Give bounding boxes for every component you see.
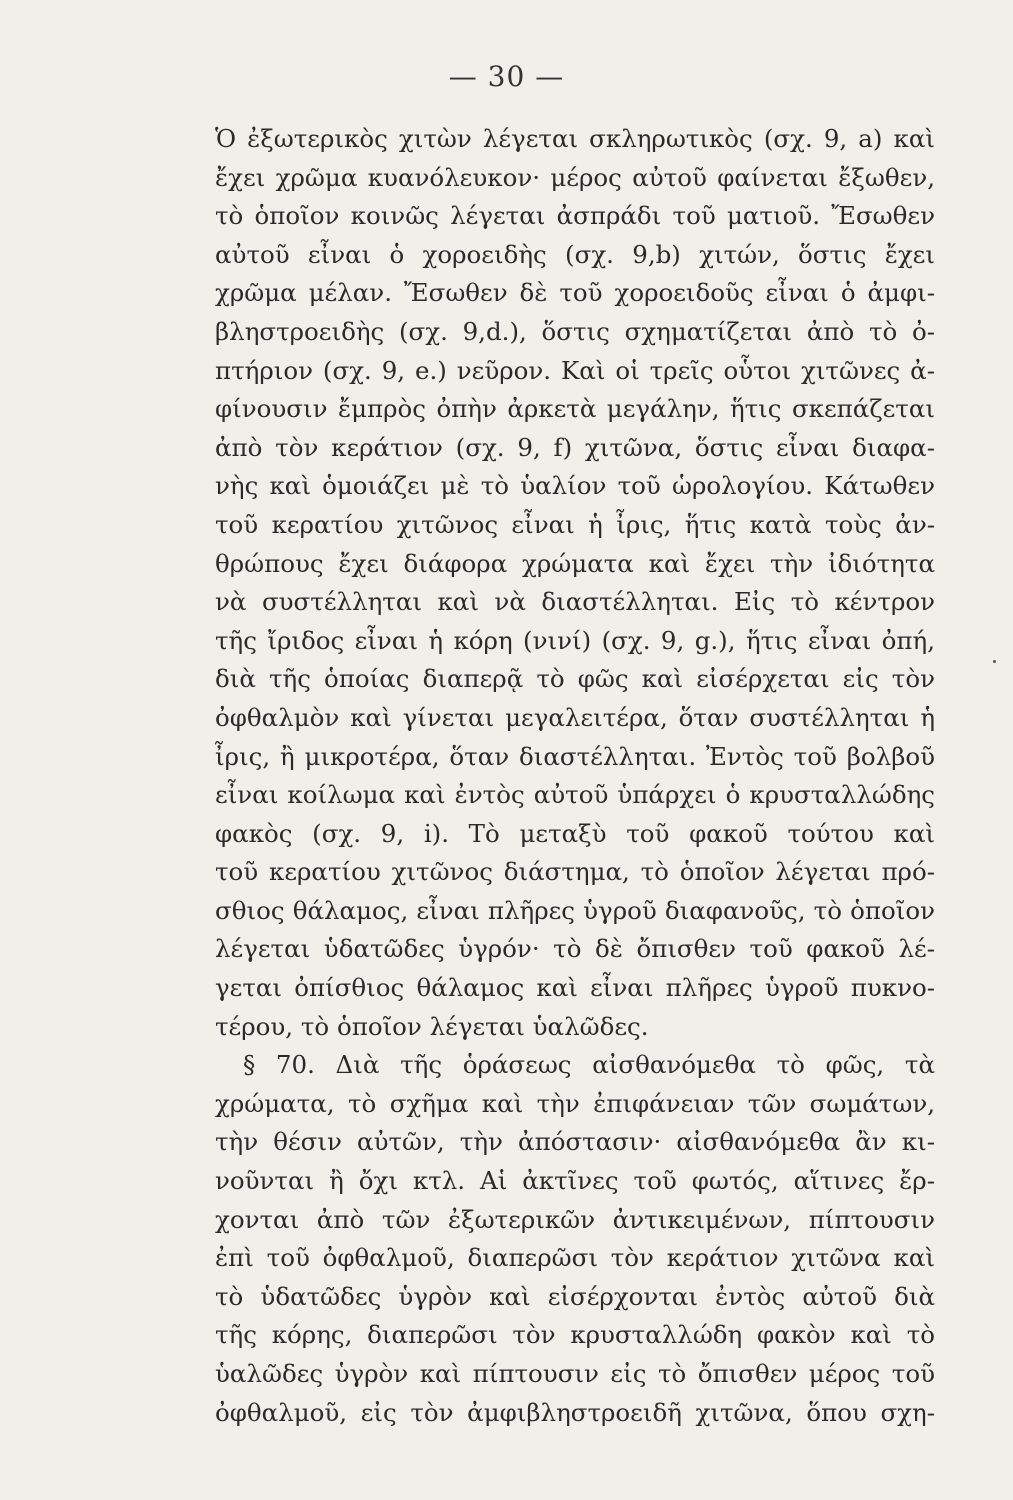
text-line: ἀπὸ τὸν κεράτιον (σχ. 9, f) χιτῶνα, ὅστις εἶναι διαφα- xyxy=(215,432,935,462)
text-line: σθιος θάλαμος, εἶναι πλῆρες ὑγροῦ διαφανοῦς, τὸ ὁποῖον xyxy=(215,895,935,925)
text-line: νοῦνται ἢ ὄχι κτλ. Αἱ ἀκτῖνες τοῦ φωτός, αἵτινες ἔρ- xyxy=(215,1166,935,1196)
body-text xyxy=(215,120,935,1432)
text-line: διὰ τῆς ὁποίας διαπερᾷ τὸ φῶς καὶ εἰσέρχεται εἰς τὸν xyxy=(215,664,935,694)
text-line: βληστροειδὴς (σχ. 9,d.), ὅστις σχηματίζεται ἀπὸ τὸ ὀ- xyxy=(215,316,935,346)
text-line: χονται ἀπὸ τῶν ἐξωτερικῶν ἀντικειμένων, πίπτουσιν xyxy=(215,1204,935,1234)
text-line: τοῦ κερατίου χιτῶνος εἶναι ἡ ἶρις, ἥτις κατὰ τοὺς ἀν- xyxy=(215,509,935,539)
text-line: χρῶμα μέλαν. Ἔσωθεν δὲ τοῦ χοροειδοῦς εἶναι ὁ ἀμφι- xyxy=(215,278,935,308)
text-line: ἐπὶ τοῦ ὀφθαλμοῦ, διαπερῶσι τὸν κεράτιον χιτῶνα καὶ xyxy=(215,1243,935,1273)
text-line: τέρου, τὸ ὁποῖον λέγεται ὑαλῶδες. xyxy=(215,1011,649,1041)
text-line: νὰ συστέλληται καὶ νὰ διαστέλληται. Εἰς τὸ κέντρον xyxy=(215,587,935,617)
page-number: — 30 — xyxy=(448,60,565,93)
text-line: τῆς κόρης, διαπερῶσι τὸν κρυσταλλώδη φακὸν καὶ τὸ xyxy=(215,1320,935,1350)
text-line: ὑαλῶδες ὑγρὸν καὶ πίπτουσιν εἰς τὸ ὄπισθεν μέρος τοῦ xyxy=(215,1359,935,1388)
text-line: θρώπους ἔχει διάφορα χρώματα καὶ ἔχει τὴν ἰδιότητα xyxy=(215,548,935,578)
text-line: τὴν θέσιν αὐτῶν, τὴν ἀπόστασιν· αἰσθανόμεθα ἂν κι- xyxy=(215,1127,935,1157)
text-line: τὸ ὑδατῶδες ὑγρὸν καὶ εἰσέρχονται ἐντὸς αὐτοῦ διὰ xyxy=(215,1281,935,1311)
text-line: χρώματα, τὸ σχῆμα καὶ τὴν ἐπιφάνειαν τῶν σωμάτων, xyxy=(215,1088,935,1118)
text-line: Ὁ ἐξωτερικὸς χιτὼν λέγεται σκληρωτικὸς (σχ. 9, a) καὶ xyxy=(215,124,935,153)
text-line: αὐτοῦ εἶναι ὁ χοροειδὴς (σχ. 9,b) χιτών, ὅστις ἔχει xyxy=(215,239,935,269)
text-line: ὀφθαλμὸν καὶ γίνεται μεγαλειτέρα, ὅταν συστέλληται ἡ xyxy=(215,702,935,732)
text-line: γεται ὀπίσθιος θάλαμος καὶ εἶναι πλῆρες ὑγροῦ πυκνο- xyxy=(215,973,935,1003)
text-line: τῆς ἴριδος εἶναι ἡ κόρη (νινί) (σχ. 9, g.), ἥτις εἶναι ὀπή, xyxy=(215,625,935,655)
text-line: εἶναι κοίλωμα καὶ ἐντὸς αὐτοῦ ὑπάρχει ὁ κρυσταλλώδης xyxy=(215,780,935,810)
text-line: τὸ ὁποῖον κοινῶς λέγεται ἀσπράδι τοῦ ματιοῦ. Ἔσωθεν xyxy=(215,201,935,231)
text-line: φακὸς (σχ. 9, i). Τὸ μεταξὺ τοῦ φακοῦ τούτου καὶ xyxy=(215,818,935,848)
ink-speck xyxy=(993,660,996,663)
text-line: τοῦ κερατίου χιτῶνος διάστημα, τὸ ὁποῖον λέγεται πρό- xyxy=(215,857,935,887)
text-line: ἔχει χρῶμα κυανόλευκον· μέρος αὐτοῦ φαίνεται ἔξωθεν, xyxy=(215,162,935,192)
text-line: ὀφθαλμοῦ, εἰς τὸν ἀμφιβληστροειδῆ χιτῶνα, ὅπου σχη- xyxy=(215,1397,935,1427)
text-line: πτήριον (σχ. 9, e.) νεῦρον. Καὶ οἱ τρεῖς οὗτοι χιτῶνες ἀ- xyxy=(215,355,935,385)
text-line: λέγεται ὑδατῶδες ὑγρόν· τὸ δὲ ὄπισθεν τοῦ φακοῦ λέ- xyxy=(215,934,935,964)
text-line: νὴς καὶ ὁμοιάζει μὲ τὸ ὑαλίον τοῦ ὡρολογίου. Κάτωθεν xyxy=(215,471,935,501)
paragraph-first-line: § 70. Διὰ τῆς ὁράσεως αἰσθανόμεθα τὸ φῶς, τὰ xyxy=(243,1050,935,1080)
text-line: ἶρις, ἢ μικροτέρα, ὅταν διαστέλληται. Ἐντὸς τοῦ βολβοῦ xyxy=(215,741,935,771)
text-line: φίνουσιν ἔμπρὸς ὀπὴν ἀρκετὰ μεγάλην, ἥτις σκεπάζεται xyxy=(215,394,935,424)
